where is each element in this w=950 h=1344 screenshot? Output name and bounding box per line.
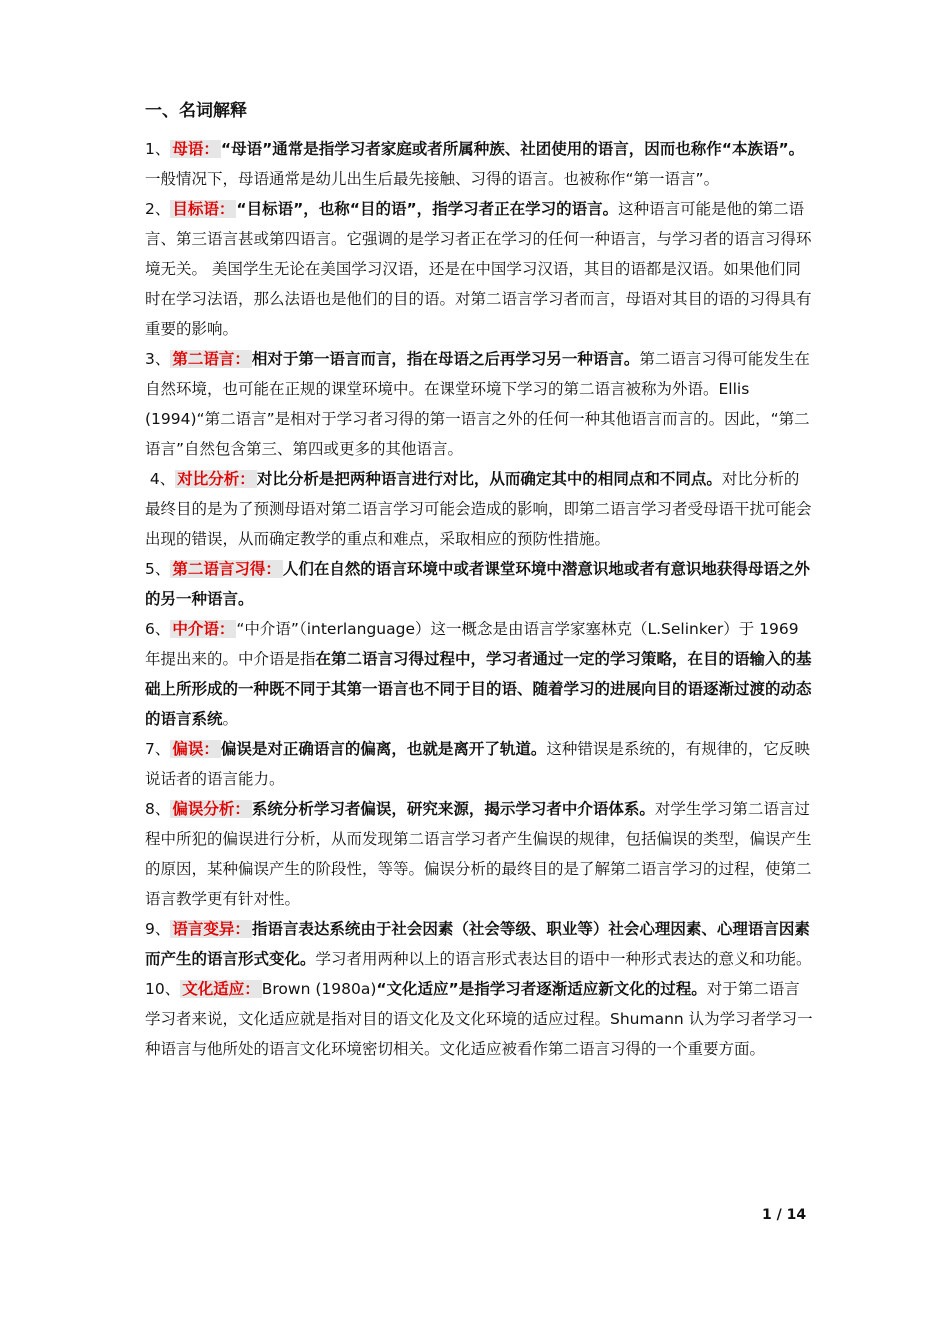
entry-definition: 第二语言习得可能发生在自然环境，也可能在正规的课堂环境中。在课堂环境下学习的第二语言被称为外语。Ellis (1994)“第二语言”是相对于学习者习得的第一语言之外的任何一种其他语言而言的。因此，“第二语言”自然包含第三、第四或更多的其他语言。 xyxy=(145,350,810,458)
entry-definition: 对比分析的最终目的是为了预测母语对第二语言学习可能会造成的影响，即第二语言学习者受母语干扰可能会出现的错误，从而确定教学的重点和难点，采取相应的预防性措施。 xyxy=(145,470,812,548)
entry-definition-bold: “目标语”，也称“目的语”，指学习者正在学习的语言。 xyxy=(236,200,619,218)
entry-definition: 这种语言可能是他的第二语言、第三语言甚或第四语言。它强调的是学习者正在学习的任何一种语言，与学习者的语言习得环境无关。 美国学生无论在美国学习汉语，还是在中国学习汉语，其目的语都是汉语。如果他们同时在学习法语，那么法语也是他们的目的语。对第二语言学习者而言，母语对其目的语的习得具有重要的影响。 xyxy=(145,200,812,338)
entry-term: 第二语言： xyxy=(172,350,250,368)
entry-definition-bold: 系统分析学习者偏误，研究来源，揭示学习者中介语体系。 xyxy=(251,800,655,818)
entry-term: 文化适应： xyxy=(182,980,260,998)
entry-definition-intro: Brown (1980a) xyxy=(261,980,377,998)
entry-number: 1、 xyxy=(145,140,171,158)
entry-definition: 对学生学习第二语言过程中所犯的偏误进行分析，从而发现第二语言学习者产生偏误的规律，包括偏误的类型，偏误产生的原因，某种偏误产生的阶段性，等等。偏误分析的最终目的是了解第二语言学习的过程，使第二语言教学更有针对性。 xyxy=(145,800,812,908)
entry-definition: 一般情况下，母语通常是幼儿出生后最先接触、习得的语言。也被称作“第一语言”。 xyxy=(145,170,720,188)
entry-2 xyxy=(145,194,813,344)
entry-term: 语言变异： xyxy=(172,920,250,938)
entry-definition: 学习者用两种以上的语言形式表达目的语中一种形式表达的意义和功能。 xyxy=(315,950,812,968)
entry-10 xyxy=(145,974,813,1064)
entry-definition-bold: 指语言表达系统由于社会因素（社会等级、职业等）社会心理因素、心理语言因素而产生的语言形式变化。 xyxy=(145,920,810,968)
entry-definition-bold: 人们在自然的语言环境中或者课堂环境中潜意识地或者有意识地获得母语之外的另一种语言。 xyxy=(145,560,810,608)
entry-number: 10、 xyxy=(145,980,181,998)
entry-definition-bold: “母语”通常是指学习者家庭或者所属种族、社团使用的语言，因而也称作“本族语”。 xyxy=(220,140,805,158)
entry-number: 7、 xyxy=(145,740,171,758)
entry-3 xyxy=(145,344,813,464)
entry-definition-bold: 对比分析是把两种语言进行对比，从而确定其中的相同点和不同点。 xyxy=(256,470,722,488)
entry-definition-bold: 相对于第一语言而言，指在母语之后再学习另一种语言。 xyxy=(251,350,640,368)
entry-term: 母语： xyxy=(172,140,219,158)
entry-definition: 对于第二语言学习者来说，文化适应就是指对目的语文化及文化环境的适应过程。Shumann 认为学习者学习一种语言与他所处的语言文化环境密切相关。文化适应被看作第二语言习得的一个重要方面。 xyxy=(145,980,813,1058)
entry-term: 中介语： xyxy=(172,620,235,638)
entry-definition-bold: “文化适应”是指学习者逐渐适应新文化的过程。 xyxy=(376,980,707,998)
entry-definition-intro: “中介语”（interlanguage）这一概念是由语言学家塞林克（L.Selinker）于 1969 年提出来的。中介语是指 xyxy=(145,620,799,668)
entry-1 xyxy=(145,134,813,194)
entry-6 xyxy=(145,614,813,734)
entry-7 xyxy=(145,734,813,794)
entry-8 xyxy=(145,794,813,914)
entry-number: 6、 xyxy=(145,620,171,638)
entry-term: 目标语： xyxy=(172,200,235,218)
entry-term: 偏误： xyxy=(172,740,219,758)
entry-number: 4、 xyxy=(145,470,176,488)
entry-definition-bold: 在第二语言习得过程中，学习者通过一定的学习策略，在目的语输入的基础上所形成的一种既不同于其第一语言也不同于目的语、随着学习的进展向目的语逐渐过渡的动态的语言系统 xyxy=(145,650,812,728)
entry-9 xyxy=(145,914,813,974)
entry-definition-bold: 偏误是对正确语言的偏离，也就是离开了轨道。 xyxy=(220,740,547,758)
entry-term: 第二语言习得： xyxy=(172,560,281,578)
entry-term: 偏误分析： xyxy=(172,800,250,818)
section-title: 一、名词解释 xyxy=(145,101,247,121)
entry-number: 3、 xyxy=(145,350,171,368)
entry-definition: 。 xyxy=(222,710,239,728)
entry-number: 5、 xyxy=(145,560,171,578)
entry-definition: 这种错误是系统的，有规律的，它反映说话者的语言能力。 xyxy=(145,740,810,788)
entry-term: 对比分析： xyxy=(177,470,255,488)
page-number: 1 / 14 xyxy=(762,1207,807,1223)
entry-number: 2、 xyxy=(145,200,171,218)
entry-number: 9、 xyxy=(145,920,171,938)
entry-number: 8、 xyxy=(145,800,171,818)
entry-4 xyxy=(145,464,813,554)
entry-5 xyxy=(145,554,813,614)
document-page xyxy=(145,96,813,1064)
